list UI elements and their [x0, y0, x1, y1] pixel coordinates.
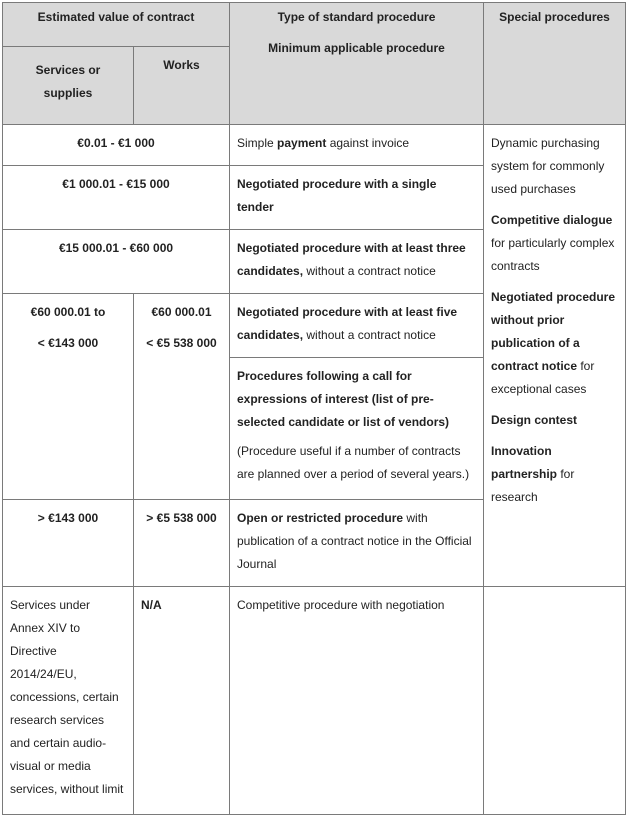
procedure-bold-text: Open or restricted procedure [237, 511, 404, 525]
special-negotiated-procedure-bold: Negotiated procedure without prior publication of a contract notice [491, 290, 616, 373]
procedure-text: against invoice [326, 136, 410, 150]
special-innovation-partnership [491, 440, 618, 509]
works-value-line: < €5 538 000 [146, 336, 217, 350]
header-row [3, 3, 626, 47]
special-procedures-empty-cell [484, 587, 626, 815]
table-row [3, 587, 626, 815]
table-row [3, 125, 626, 166]
procedure-text: Simple [237, 136, 278, 150]
special-innovation-partnership-text: for research [491, 467, 575, 504]
value-cell [3, 166, 230, 230]
special-competitive-dialogue-bold: Competitive dialogue [491, 213, 613, 227]
procedure-bold-text: Procedures following a call for expressions of interest (list of pre-selected candidate or list of vendors) [237, 369, 450, 429]
header-works-text: Works [163, 58, 200, 72]
header-services-supplies [3, 47, 134, 125]
works-value-text: N/A [141, 598, 162, 612]
header-works [134, 47, 230, 125]
value-text: €1 000.01 - €15 000 [62, 177, 170, 191]
header-procedure-type [230, 3, 484, 125]
procedure-bold-text: Negotiated procedure with at least five candidates, [237, 305, 458, 342]
special-negotiated-procedure [491, 286, 618, 401]
procedure-bold-text: Negotiated procedure with at least three candidates, [237, 241, 466, 278]
special-competitive-dialogue-text: for particularly complex contracts [491, 236, 615, 273]
services-value-cell [3, 587, 134, 815]
header-estimated-value-text: Estimated value of contract [37, 10, 195, 24]
services-value-cell [3, 294, 134, 500]
procedure-text: Competitive procedure with negotiation [237, 598, 445, 612]
special-innovation-partnership-bold: Innovation partnership [491, 444, 558, 481]
special-design-contest [491, 409, 618, 432]
special-dynamic-purchasing: Dynamic purchasing system for commonly used purchases [491, 136, 605, 196]
procedure-cell [230, 125, 484, 166]
procedure-cell [230, 587, 484, 815]
works-value-cell [134, 500, 230, 587]
special-negotiated-procedure-text: for exceptional cases [491, 359, 595, 396]
special-procedures-cell [484, 125, 626, 587]
header-procedure-type-subtitle: Minimum applicable procedure [268, 41, 445, 55]
value-text: €15 000.01 - €60 000 [58, 241, 174, 255]
value-cell [3, 125, 230, 166]
procedure-cell [230, 500, 484, 587]
services-value-text: Services under Annex XIV to Directive 2014/24/EU, concessions, certain research services and certain audio-visual or media services, without limit [10, 598, 124, 796]
procedure-note: (Procedure useful if a number of contracts are planned over a period of several years.) [237, 444, 470, 481]
value-cell [3, 230, 230, 294]
procedures-table [2, 2, 626, 815]
procedure-text: without a contract notice [303, 328, 436, 342]
procedure-cell [230, 358, 484, 500]
services-value-line: €60 000.01 to [30, 305, 106, 319]
works-value-text: > €5 538 000 [146, 511, 217, 525]
special-design-contest-bold: Design contest [491, 413, 578, 427]
value-text: €0.01 - €1 000 [77, 136, 155, 150]
header-procedure-type-title: Type of standard procedure [277, 10, 436, 24]
header-special-procedures [484, 3, 626, 125]
procedure-cell [230, 166, 484, 230]
special-competitive-dialogue [491, 209, 618, 278]
works-value-line: €60 000.01 [151, 305, 212, 319]
procedure-text: without a contract notice [303, 264, 436, 278]
procedure-text: with publication of a contract notice in the Official Journal [237, 511, 472, 571]
services-value-cell [3, 500, 134, 587]
works-value-cell [134, 587, 230, 815]
procedure-bold-text: payment [277, 136, 327, 150]
header-estimated-value [3, 3, 230, 47]
procedure-cell [230, 294, 484, 358]
works-value-cell [134, 294, 230, 500]
header-services-supplies-text: Services or supplies [35, 63, 101, 100]
services-value-text: > €143 000 [37, 511, 99, 525]
header-special-procedures-text: Special procedures [499, 10, 610, 24]
services-value-line: < €143 000 [37, 336, 99, 350]
procedure-bold-text: Negotiated procedure with a single tender [237, 177, 437, 214]
procedure-cell [230, 230, 484, 294]
